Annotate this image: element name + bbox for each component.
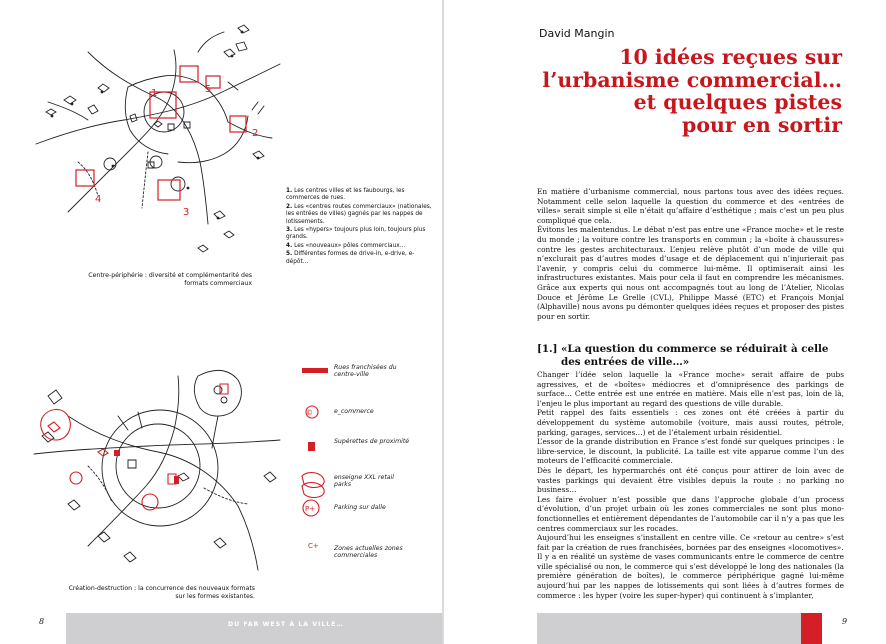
right-footer-strip [537,613,801,644]
legend-item: 1. Les centres villes et les faubourgs, les commerces de rues. [286,188,405,202]
sketch-number-4: 4 [95,194,102,205]
section-number: [1.] [537,343,558,355]
zones-symbol: C+ [308,542,319,550]
sketch-legend [286,188,436,267]
intro-paragraph: Évitons les malentendus. Le débat n’est pas entre une «France moche» et le reste du monde ; la voiture contre les transports en commun ; la «boîte à chaussures» contre les gestes architecturaux. L’enjeu relève plutôt d’un mode de ville qui n’exclurait pas d’autres modes d’usage et de déplacement qui n’injurierait pas l’avenir, y compris celui du commerce lui-même. Il optimiserait ainsi les infrastructures existantes. Mais pour cela il faut en comprendre les mécanismes. Grâce aux experts qui nous ont accompagnés tout au long de l’Atelier, Nicolas Douce et Jérôme Le Grelle (CVL), Philippe Massé (ETC) et François Monjal (Alphaville) nous avons pu démonter quelques idées reçues et proposer des pistes pour en sortir. [537,225,844,321]
title-line: pour en sortir [681,112,842,137]
left-page [0,0,442,644]
running-title-strip [66,613,442,644]
sketch-number-5: 5 [205,84,212,95]
handwritten-legend-6: Zones actuelles zones commerciales [334,545,403,559]
right-footer-red-block [801,613,822,644]
title-line: l’urbanisme commercial… [542,67,842,92]
body-paragraph: Les faire évoluer n’est possible que dans l’approche globale d’un process d’évolution, d’un projet urbain où les zones commerciales ne sont plus mono-fonctionnelles et entièrement dépendantes de l’automobile car il n’y a pas que les centres commerciaux sur les rocades. [537,494,844,533]
intro-paragraph: En matière d’urbanisme commercial, nous partons tous avec des idées reçues. Notamment celle selon laquelle la question du commerce et des «entrées de villes» serait simple si elle n’était qu’affaire d’esthétique ; mais c’est un peu plus compliqué que cela. [537,187,844,225]
handwritten-legend-2: e_commerce [334,408,374,415]
handwritten-legend-5: Parking sur dalle [334,504,386,511]
title-line: 10 idées reçues sur [619,45,842,69]
page-number-left: 8 [39,617,45,626]
caption-top: Centre-périphérie : diversité et complémentarité des formats commerciaux [88,272,252,287]
legend-item: 5. Différentes formes de drive-in, e-drive, e-dépôt… [286,251,415,265]
creation-destruction-sketch [28,356,288,582]
title-line: et quelques pistes [633,90,842,114]
body-paragraph: Il y a en réalité un système de vases communicants entre le commerce de centre ville spécialisé ou non, le commerce qui s’est développé le long des nationales (la première génération de boîtes), le commerce périphérique gagné lui-même aujourd’hui par les nappes de lotissements qui sont liées à d’autres formes de commerce : les hyper (voire les super-hyper) qui continuent à s’implanter, [537,552,844,600]
legend-item: 3. Les «hypers» toujours plus loin, toujours plus grands. [286,227,426,241]
author: David Mangin [539,27,615,40]
running-title: DU FAR WEST À LA VILLE… [228,621,344,628]
body-paragraph: Petit rappel des faits essentiels : ces zones ont été créées à partir du développement du système automobile (voiture, mais aussi routes, pétrole, parking, garages, services…) et de l’étalement urbain résidentiel. [537,408,844,437]
ecommerce-symbol: © [306,409,313,417]
page-title [522,46,842,136]
intro-text [537,187,844,321]
handwritten-legend-symbols [296,360,340,570]
legend-item: 2. Les «centres routes commerciaux» (nationales, les entrées de villes) gagnés par les nappes de lotissements. [286,203,432,225]
centre-peripherie-sketch [28,12,286,272]
parking-symbol: P+ [305,505,316,513]
sketch-number-2: 2 [252,128,259,139]
body-paragraph: Aujourd’hui les enseignes s’installent en centre ville. Ce «retour au centre» s’est fait par la création de rues franchisées, bornées par des enseignes «locomotives». [537,533,844,552]
caption-bottom: Création-destruction : la concurrence des nouveaux formats sur les formes existantes. [68,585,255,600]
page-number-right: 9 [842,617,848,626]
left-footer [0,613,442,644]
section-body [537,370,844,600]
body-paragraph: Changer l’idée selon laquelle la «France moche» serait affaire de pubs agressives, et de «boîtes» médiocres et d’omniprésence des parkings de surface… Cette entrée est une entrée en matière. Mais elle n’est pas, loin de là, l’enjeu le plus important au regard des questions de ville durable. [537,370,844,408]
handwritten-legend-4: enseigne XXL retail parks [334,474,394,488]
sketch-number-3: 3 [183,207,190,218]
handwritten-legend-1: Rues franchisées du centre-ville [334,364,397,378]
legend-item: 4. Les «nouveaux» pôles commerciaux… [286,242,406,249]
section-title: «La question du commerce se réduirait à celle des entrées de ville…» [561,343,829,368]
handwritten-legend-3: Supérettes de proximité [334,438,410,445]
sketch-number-1: 1 [151,88,158,99]
body-paragraph: Dès le départ, les hypermarchés ont été conçus pour attirer de loin avec de vastes parkings qui devaient être visibles depuis la route : no parking no business… [537,465,844,495]
body-paragraph: L’essor de la grande distribution en France s’est fondé sur quelques principes : le libre-service, le discount, la publicité. La taille est vite apparue comme l’un des moteurs de l’efficacité commerciale. [537,437,844,466]
gutter [442,0,444,644]
